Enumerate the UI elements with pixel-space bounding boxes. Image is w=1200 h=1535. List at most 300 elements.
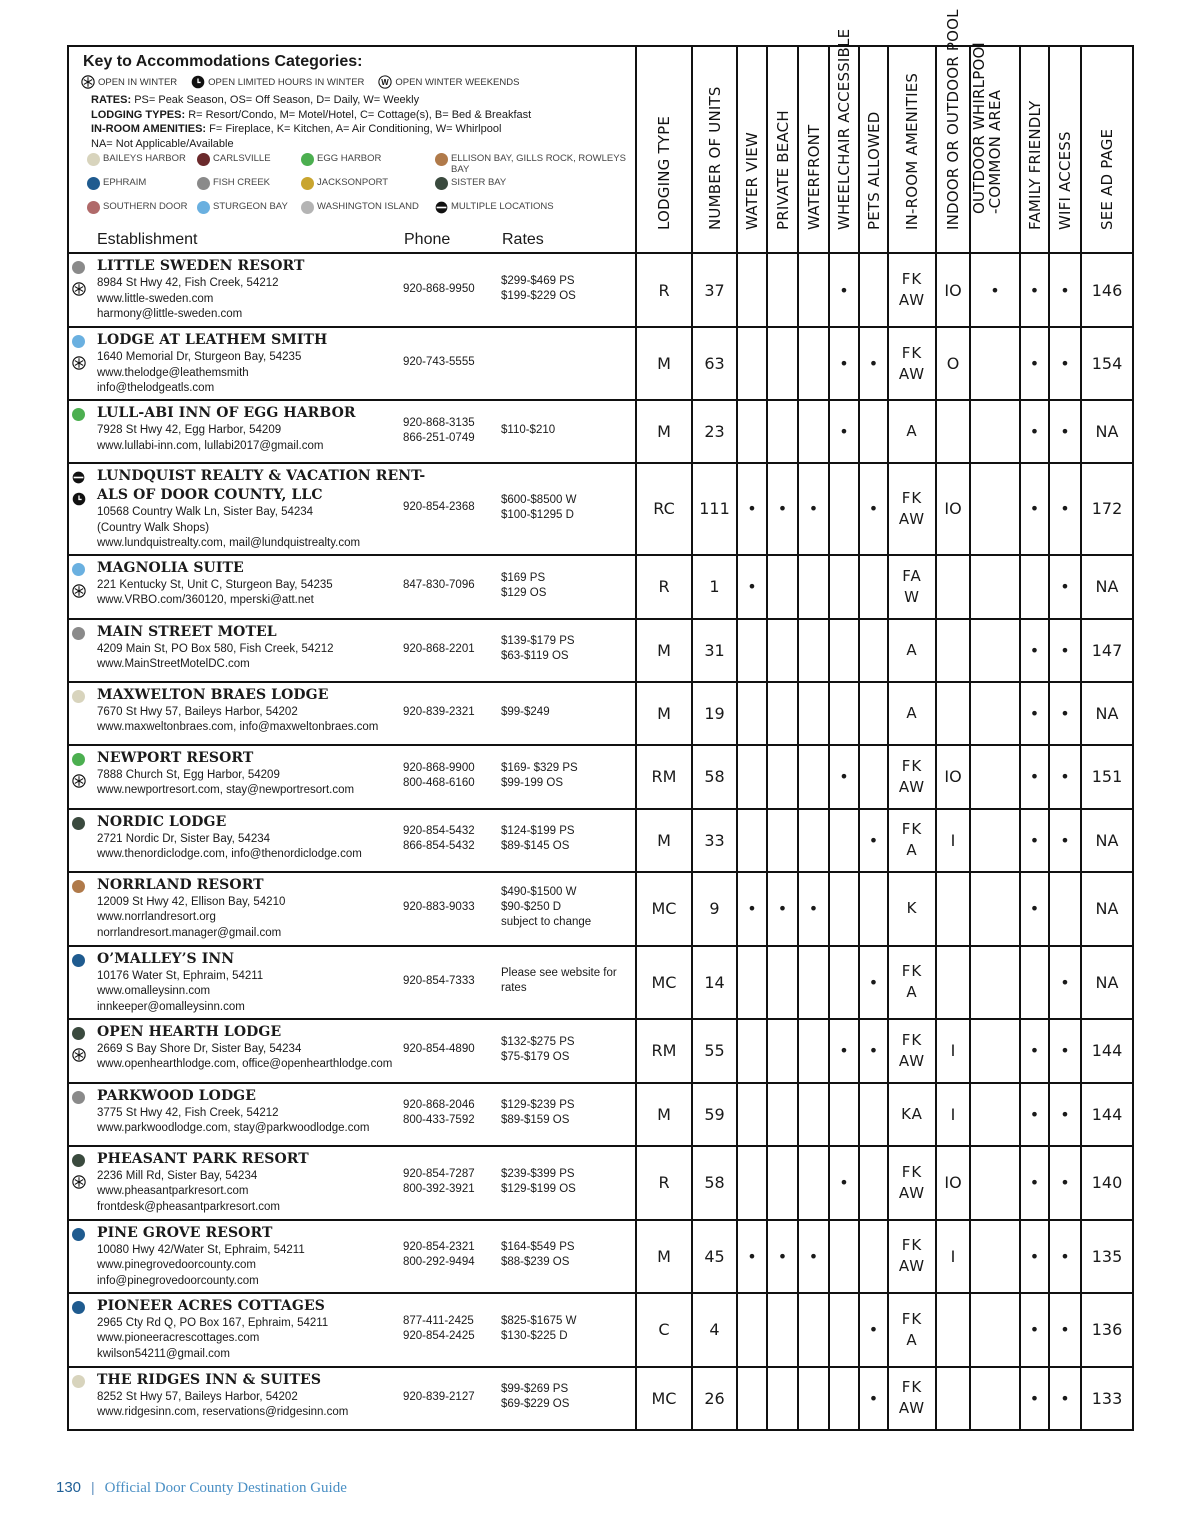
- rates: $124-$199 PS $89-$145 OS: [501, 825, 575, 852]
- establishment-cell: [68, 463, 636, 555]
- whirlpool-cell: [970, 1220, 1020, 1293]
- phone-number[interactable]: 920-868-9950: [403, 282, 475, 295]
- type-cell: M: [636, 1220, 692, 1293]
- location-dot-icon: [197, 177, 210, 190]
- phone-number[interactable]: 847-830-7096: [403, 579, 475, 591]
- wifi-cell: •: [1049, 682, 1081, 745]
- column-headings: [97, 228, 631, 250]
- establishment-name: LODGE AT LEATHEM SMITH: [97, 332, 328, 348]
- address: 7928 St Hwy 42, Egg Harbor, 54209: [97, 424, 282, 436]
- col-pets: PETS ALLOWED: [859, 46, 888, 253]
- wheelchair-cell: [829, 1367, 859, 1430]
- legend-item: EGG HARBOR: [301, 153, 435, 176]
- whirlpool-cell: [970, 327, 1020, 400]
- page-footer: [56, 1479, 347, 1497]
- location-dot-icon: [72, 1027, 85, 1040]
- establishment-cell: [68, 809, 636, 872]
- col-amenities: IN-ROOM AMENITIES: [888, 46, 936, 253]
- waterfront-cell: [798, 1293, 829, 1367]
- establishment-name: PARKWOOD LODGE: [97, 1087, 257, 1104]
- page-cell: 136: [1081, 1293, 1133, 1367]
- water-view-cell: [737, 1083, 767, 1146]
- whirlpool-cell: [970, 1293, 1020, 1367]
- water-view-cell: [737, 1019, 767, 1083]
- contact-line[interactable]: kwilson54211@gmail.com: [97, 1347, 230, 1360]
- waterfront-cell: [798, 327, 829, 400]
- pets-cell: [859, 1220, 888, 1293]
- page-cell: 172: [1081, 463, 1133, 555]
- legend-item: MULTIPLE LOCATIONS: [435, 201, 635, 224]
- establishment-cell: [68, 619, 636, 682]
- waterfront-cell: [798, 1083, 829, 1146]
- rates-key: RATES: PS= Peak Season, OS= Off Season, D= Daily, W= Weekly: [91, 94, 420, 106]
- table-row: [68, 745, 1133, 809]
- private-beach-cell: [767, 1367, 798, 1430]
- contact-line[interactable]: frontdesk@pheasantparkresort.com: [97, 1200, 280, 1213]
- family-cell: •: [1020, 1220, 1049, 1293]
- water-view-cell: •: [737, 1220, 767, 1293]
- type-cell: MC: [636, 1367, 692, 1430]
- wifi-cell: •: [1049, 1367, 1081, 1430]
- address: 12009 St Hwy 42, Ellison Bay, 54210: [97, 895, 286, 908]
- contact-line[interactable]: www.maxweltonbraes.com, info@maxweltonbraes.com: [97, 721, 379, 733]
- wifi-cell: •: [1049, 463, 1081, 555]
- location-dot-icon: [301, 153, 314, 166]
- water-view-cell: [737, 1367, 767, 1430]
- weekend-w-icon: [378, 75, 392, 89]
- wheelchair-cell: •: [829, 1019, 859, 1083]
- wheelchair-cell: •: [829, 327, 859, 400]
- page-cell: 154: [1081, 327, 1133, 400]
- table-row: [68, 1293, 1133, 1367]
- wifi-cell: •: [1049, 946, 1081, 1019]
- col-wifi: WIFI ACCESS: [1049, 46, 1081, 253]
- family-cell: •: [1020, 619, 1049, 682]
- whirlpool-cell: •: [970, 253, 1020, 327]
- type-cell: M: [636, 400, 692, 463]
- address: 2721 Nordic Dr, Sister Bay, 54234: [97, 832, 271, 845]
- wifi-cell: •: [1049, 1083, 1081, 1146]
- units-cell: 23: [692, 400, 737, 463]
- pool-cell: [936, 619, 970, 682]
- key-title: Key to Accommodations Categories:: [83, 53, 363, 70]
- address: 10176 Water St, Ephraim, 54211: [97, 969, 264, 982]
- family-cell: •: [1020, 253, 1049, 327]
- amenities-cell: KA: [888, 1083, 936, 1146]
- amenities-cell: A: [888, 619, 936, 682]
- units-cell: 59: [692, 1083, 737, 1146]
- water-view-cell: [737, 619, 767, 682]
- phone-number[interactable]: 920-868-3135 866-251-0749: [403, 416, 475, 444]
- type-cell: C: [636, 1293, 692, 1367]
- page-cell: 151: [1081, 745, 1133, 809]
- establishment-name: NORDIC LODGE: [97, 813, 227, 830]
- contact-line[interactable]: www.thelodge@leathemsmith: [97, 366, 249, 379]
- establishment-cell: [68, 1019, 636, 1083]
- wheelchair-cell: [829, 463, 859, 555]
- page-cell: NA: [1081, 809, 1133, 872]
- establishment-name: NORRLAND RESORT: [97, 876, 264, 893]
- establishment-cell: [68, 1293, 636, 1367]
- type-cell: RC: [636, 463, 692, 555]
- wheelchair-cell: •: [829, 745, 859, 809]
- contact-line[interactable]: www.thenordiclodge.com, info@thenordiclodge.com: [97, 848, 362, 860]
- page-cell: 144: [1081, 1019, 1133, 1083]
- pets-cell: [859, 1146, 888, 1220]
- phone-number[interactable]: 920-868-2046 800-433-7592: [403, 1099, 475, 1126]
- location-dot-icon: [72, 1375, 85, 1388]
- pool-cell: I: [936, 1083, 970, 1146]
- location-dot-icon: [72, 880, 85, 893]
- wifi-cell: •: [1049, 809, 1081, 872]
- establishment-name: PHEASANT PARK RESORT: [97, 1150, 309, 1167]
- wifi-cell: •: [1049, 1220, 1081, 1293]
- address: 2236 Mill Rd, Sister Bay, 54234: [97, 1169, 258, 1182]
- address: 8984 St Hwy 42, Fish Creek, 54212: [97, 277, 279, 289]
- location-dot-icon: [301, 201, 314, 214]
- waterfront-cell: [798, 400, 829, 463]
- location-dot-icon: [87, 177, 100, 190]
- table-row: [68, 809, 1133, 872]
- page-number: 130: [56, 1479, 82, 1496]
- contact-line[interactable]: www.lundquistrealty.com, mail@lundquistrealty.com: [97, 537, 361, 549]
- water-view-cell: [737, 809, 767, 872]
- lodging-types-key: LODGING TYPES: R= Resort/Condo, M= Motel/Hotel, C= Cottage(s), B= Bed & Breakfast: [91, 108, 532, 121]
- page-cell: 135: [1081, 1220, 1133, 1293]
- water-view-cell: [737, 745, 767, 809]
- contact-line[interactable]: (Country Walk Shops): [97, 521, 210, 534]
- phone-number[interactable]: 920-868-2201: [403, 642, 475, 655]
- contact-line[interactable]: www.ridgesinn.com, reservations@ridgesinn.com: [97, 1406, 349, 1418]
- establishment-name: LUNDQUIST REALTY & VACATION RENT- ALS OF DOOR COUNTY, LLC: [97, 468, 426, 503]
- rates: $129-$239 PS $89-$159 OS: [501, 1099, 575, 1126]
- page-cell: NA: [1081, 555, 1133, 619]
- whirlpool-cell: [970, 682, 1020, 745]
- private-beach-cell: [767, 1019, 798, 1083]
- table-row: [68, 1083, 1133, 1146]
- na-key: NA= Not Applicable/Available: [91, 137, 234, 150]
- location-dot-icon: [87, 201, 100, 214]
- table-row: [68, 1220, 1133, 1293]
- units-cell: 58: [692, 1146, 737, 1220]
- amenities-cell: FK AW: [888, 463, 936, 555]
- whirlpool-cell: [970, 1146, 1020, 1220]
- type-cell: M: [636, 619, 692, 682]
- amenities-cell: FK AW: [888, 1367, 936, 1430]
- waterfront-cell: •: [798, 872, 829, 946]
- rates: $825-$1675 W $130-$225 D: [501, 1314, 577, 1342]
- wheelchair-cell: •: [829, 400, 859, 463]
- svg-text:W: W: [381, 77, 390, 87]
- page-cell: NA: [1081, 400, 1133, 463]
- type-cell: R: [636, 1146, 692, 1220]
- phone-number[interactable]: 920-854-7287 800-392-3921: [403, 1167, 475, 1195]
- establishment-cell: [68, 682, 636, 745]
- rates: $169- $329 PS $99-199 OS: [501, 761, 578, 789]
- clock-icon: [72, 492, 86, 506]
- pool-cell: I: [936, 1019, 970, 1083]
- private-beach-cell: •: [767, 463, 798, 555]
- wheelchair-cell: •: [829, 1146, 859, 1220]
- footer-separator: |: [91, 1479, 95, 1495]
- phone-number[interactable]: 920-839-2321: [403, 705, 475, 718]
- address: 10568 Country Walk Ln, Sister Bay, 54234: [97, 506, 314, 518]
- family-cell: •: [1020, 400, 1049, 463]
- wheelchair-cell: [829, 682, 859, 745]
- rates: $139-$179 PS $63-$119 OS: [501, 635, 575, 662]
- table-row: [68, 872, 1133, 946]
- waterfront-cell: [798, 555, 829, 619]
- family-cell: •: [1020, 327, 1049, 400]
- units-cell: 55: [692, 1019, 737, 1083]
- amenities-cell: A: [888, 682, 936, 745]
- contact-line[interactable]: info@pinegrovedoorcounty.com: [97, 1274, 259, 1287]
- rates: $490-$1500 W $90-$250 D subject to change: [501, 886, 592, 928]
- contact-line[interactable]: www.parkwoodlodge.com, stay@parkwoodlodge.com: [97, 1122, 370, 1134]
- wifi-cell: [1049, 872, 1081, 946]
- col-establishment: Establishment: [97, 231, 198, 248]
- wifi-cell: •: [1049, 327, 1081, 400]
- private-beach-cell: [767, 253, 798, 327]
- private-beach-cell: [767, 1083, 798, 1146]
- amenities-cell: FK AW: [888, 327, 936, 400]
- pets-cell: [859, 872, 888, 946]
- contact-line[interactable]: www.pheasantparkresort.com: [97, 1185, 249, 1197]
- family-cell: •: [1020, 872, 1049, 946]
- table-row: [68, 946, 1133, 1019]
- units-cell: 1: [692, 555, 737, 619]
- pets-cell: [859, 745, 888, 809]
- private-beach-cell: [767, 682, 798, 745]
- contact-line[interactable]: www.newportresort.com, stay@newportresort.com: [97, 784, 355, 796]
- contact-line[interactable]: innkeeper@omalleysinn.com: [97, 1000, 245, 1013]
- pool-cell: [936, 682, 970, 745]
- family-cell: •: [1020, 1019, 1049, 1083]
- whirlpool-cell: [970, 946, 1020, 1019]
- amenities-cell: A: [888, 400, 936, 463]
- address: 1640 Memorial Dr, Sturgeon Bay, 54235: [97, 351, 302, 363]
- establishment-name: MAIN STREET MOTEL: [97, 623, 277, 640]
- pool-cell: [936, 872, 970, 946]
- family-cell: •: [1020, 463, 1049, 555]
- establishment-cell: [68, 1220, 636, 1293]
- units-cell: 26: [692, 1367, 737, 1430]
- amenities-cell: FK AW: [888, 745, 936, 809]
- wifi-cell: •: [1049, 555, 1081, 619]
- legend-item: CARLSVILLE: [197, 153, 301, 176]
- waterfront-cell: •: [798, 1220, 829, 1293]
- water-view-cell: •: [737, 463, 767, 555]
- page-cell: NA: [1081, 682, 1133, 745]
- private-beach-cell: [767, 327, 798, 400]
- pets-cell: [859, 682, 888, 745]
- water-view-cell: [737, 1146, 767, 1220]
- water-view-cell: [737, 400, 767, 463]
- phone-number[interactable]: 877-411-2425 920-854-2425: [403, 1314, 475, 1342]
- wifi-cell: •: [1049, 1146, 1081, 1220]
- phone-number[interactable]: 920-854-5432 866-854-5432: [403, 825, 475, 852]
- pool-cell: IO: [936, 745, 970, 809]
- page-cell: NA: [1081, 872, 1133, 946]
- private-beach-cell: [767, 946, 798, 1019]
- amenities-cell: FK AW: [888, 253, 936, 327]
- wheelchair-cell: •: [829, 253, 859, 327]
- address: 2965 Cty Rd Q, PO Box 167, Ephraim, 54211: [97, 1316, 329, 1329]
- location-dot-icon: [435, 201, 448, 214]
- contact-line[interactable]: www.omalleysinn.com: [97, 985, 211, 997]
- private-beach-cell: [767, 619, 798, 682]
- type-cell: R: [636, 555, 692, 619]
- contact-line[interactable]: www.openhearthlodge.com, office@openhearthlodge.com: [97, 1058, 393, 1070]
- address: 221 Kentucky St, Unit C, Sturgeon Bay, 54235: [97, 578, 333, 591]
- col-water-view: WATER VIEW: [737, 46, 767, 253]
- units-cell: 45: [692, 1220, 737, 1293]
- phone-number[interactable]: 920-883-9033: [403, 901, 475, 913]
- whirlpool-cell: [970, 1367, 1020, 1430]
- whirlpool-cell: [970, 619, 1020, 682]
- rates: $169 PS $129 OS: [501, 571, 547, 599]
- location-dot-icon: [72, 1301, 85, 1314]
- whirlpool-cell: [970, 1083, 1020, 1146]
- pets-cell: •: [859, 1367, 888, 1430]
- address: 7888 Church St, Egg Harbor, 54209: [97, 768, 280, 781]
- whirlpool-cell: [970, 809, 1020, 872]
- clock-icon: [191, 75, 205, 89]
- pets-cell: •: [859, 946, 888, 1019]
- units-cell: 33: [692, 809, 737, 872]
- location-dot-icon: [72, 817, 85, 830]
- contact-line[interactable]: www.norrlandresort.org: [97, 911, 216, 923]
- whirlpool-cell: [970, 872, 1020, 946]
- phone-number[interactable]: 920-854-2368: [403, 501, 475, 514]
- rates: $99-$249: [501, 705, 550, 718]
- legend-item: BAILEYS HARBOR: [87, 153, 197, 176]
- location-dot-icon: [87, 153, 100, 166]
- phone-number[interactable]: 920-839-2127: [403, 1390, 475, 1403]
- pets-cell: •: [859, 463, 888, 555]
- page-cell: 147: [1081, 619, 1133, 682]
- phone-number[interactable]: 920-743-5555: [403, 356, 475, 368]
- private-beach-cell: •: [767, 872, 798, 946]
- contact-line[interactable]: www.pioneeracrescottages.com: [97, 1332, 260, 1344]
- legend-item: STURGEON BAY: [197, 201, 301, 224]
- units-cell: 111: [692, 463, 737, 555]
- wheelchair-cell: [829, 1083, 859, 1146]
- winter-open-icon: [72, 1175, 86, 1189]
- pool-cell: O: [936, 327, 970, 400]
- location-dot-icon: [72, 1091, 85, 1104]
- contact-line[interactable]: www.VRBO.com/360120, mperski@att.net: [97, 594, 314, 606]
- waterfront-cell: [798, 946, 829, 1019]
- wifi-cell: •: [1049, 1293, 1081, 1367]
- contact-line[interactable]: www.little-sweden.com: [97, 292, 214, 305]
- location-dot-icon: [72, 753, 85, 766]
- water-view-cell: [737, 1293, 767, 1367]
- address: 3775 St Hwy 42, Fish Creek, 54212: [97, 1106, 279, 1119]
- amenities-cell: K: [888, 872, 936, 946]
- location-dot-icon: [301, 177, 314, 190]
- table-row: [68, 327, 1133, 400]
- pets-cell: [859, 1083, 888, 1146]
- pets-cell: •: [859, 327, 888, 400]
- accommodations-table: [67, 9, 1134, 1431]
- type-cell: R: [636, 253, 692, 327]
- wifi-cell: •: [1049, 253, 1081, 327]
- amenities-cell: FK AW: [888, 1220, 936, 1293]
- contact-line[interactable]: harmony@little-sweden.com: [97, 308, 243, 320]
- water-view-cell: [737, 682, 767, 745]
- page-cell: 146: [1081, 253, 1133, 327]
- private-beach-cell: [767, 745, 798, 809]
- location-dot-icon: [72, 471, 85, 484]
- location-dot-icon: [72, 261, 85, 274]
- water-view-cell: [737, 327, 767, 400]
- phone-number[interactable]: 920-854-7333: [403, 974, 475, 987]
- units-cell: 58: [692, 745, 737, 809]
- location-dot-icon: [197, 153, 210, 166]
- establishment-name: PINE GROVE RESORT: [97, 1224, 273, 1241]
- col-lodging-type: LODGING TYPE: [636, 46, 692, 253]
- hours-legend-item: W OPEN WINTER WEEKENDS: [378, 75, 519, 89]
- contact-line[interactable]: norrlandresort.manager@gmail.com: [97, 926, 282, 939]
- page-cell: 140: [1081, 1146, 1133, 1220]
- establishment-name: O’MALLEY’S INN: [97, 950, 235, 967]
- winter-open-icon: [81, 75, 95, 89]
- wheelchair-cell: [829, 619, 859, 682]
- type-cell: MC: [636, 946, 692, 1019]
- units-cell: 14: [692, 946, 737, 1019]
- pool-cell: [936, 946, 970, 1019]
- family-cell: •: [1020, 1083, 1049, 1146]
- phone-number[interactable]: 920-854-4890: [403, 1043, 475, 1055]
- location-dot-icon: [435, 177, 448, 190]
- location-dot-icon: [72, 1154, 85, 1167]
- location-dot-icon: [72, 563, 85, 576]
- location-dot-icon: [72, 954, 85, 967]
- wheelchair-cell: [829, 1293, 859, 1367]
- establishment-name: LITTLE SWEDEN RESORT: [97, 258, 305, 274]
- contact-line[interactable]: www.lullabi-inn.com, lullabi2017@gmail.com: [97, 439, 324, 452]
- establishment-cell: [68, 327, 636, 400]
- establishment-cell: [68, 872, 636, 946]
- type-cell: M: [636, 327, 692, 400]
- location-dot-icon: [72, 627, 85, 640]
- phone-number[interactable]: 920-854-2321 800-292-9494: [403, 1241, 475, 1268]
- rates: $600-$8500 W $100-$1295 D: [501, 493, 577, 521]
- phone-number[interactable]: 920-868-9900 800-468-6160: [403, 761, 475, 789]
- contact-line[interactable]: www.pinegrovedoorcounty.com: [97, 1259, 256, 1271]
- wifi-cell: •: [1049, 619, 1081, 682]
- water-view-cell: [737, 946, 767, 1019]
- contact-line[interactable]: www.MainStreetMotelDC.com: [97, 658, 250, 670]
- whirlpool-cell: [970, 745, 1020, 809]
- hours-legend-item: OPEN LIMITED HOURS IN WINTER: [191, 75, 364, 89]
- type-cell: MC: [636, 872, 692, 946]
- family-cell: •: [1020, 682, 1049, 745]
- address: 2669 S Bay Shore Dr, Sister Bay, 54234: [97, 1042, 302, 1055]
- contact-line[interactable]: info@thelodgeatls.com: [97, 382, 215, 394]
- units-cell: 63: [692, 327, 737, 400]
- wifi-cell: •: [1049, 1019, 1081, 1083]
- location-dot-icon: [72, 1228, 85, 1241]
- location-dot-icon: [72, 335, 85, 348]
- header-row: [68, 46, 1133, 253]
- type-cell: RM: [636, 745, 692, 809]
- legend-item: SISTER BAY: [435, 177, 635, 200]
- wheelchair-cell: [829, 1220, 859, 1293]
- whirlpool-cell: [970, 555, 1020, 619]
- establishment-cell: [68, 253, 636, 327]
